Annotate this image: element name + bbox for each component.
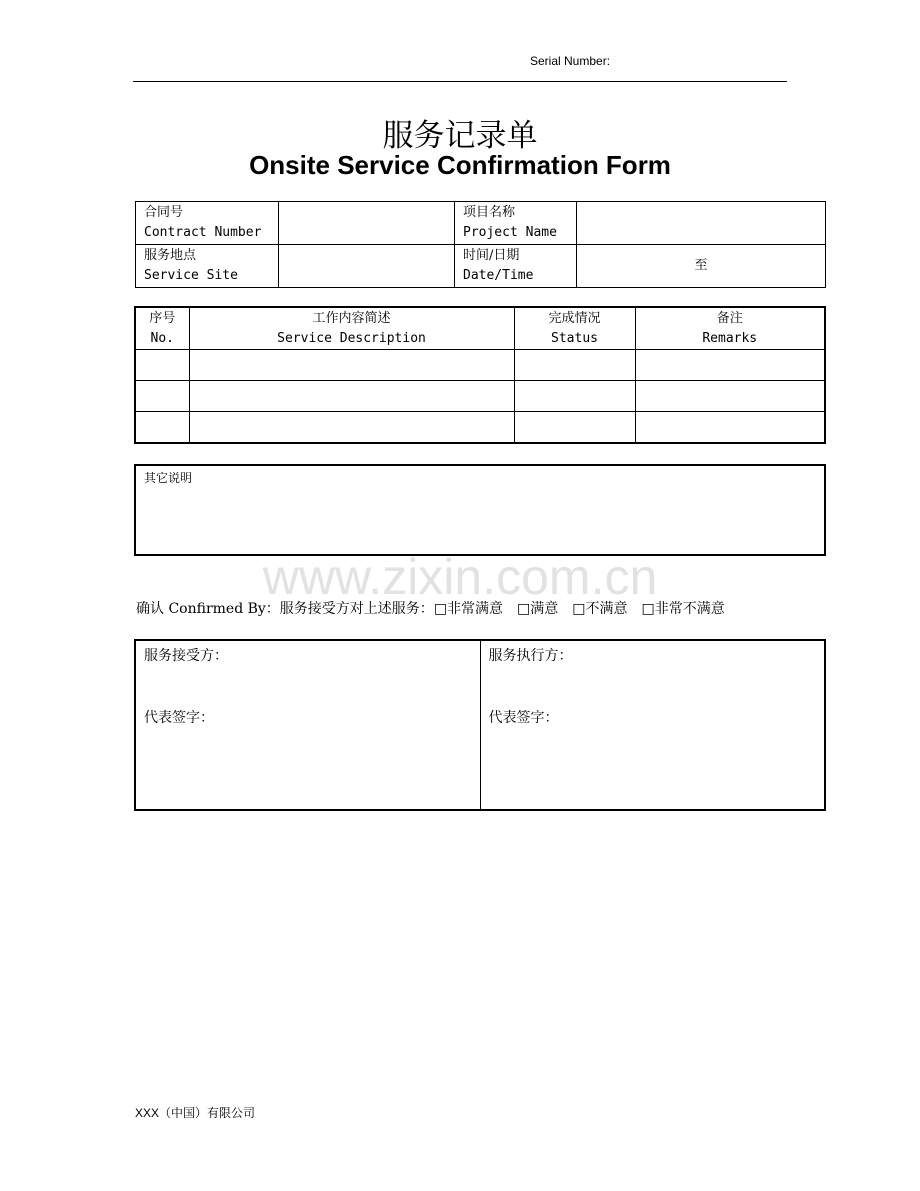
table-cell[interactable]	[635, 412, 825, 444]
checkbox-unsatisfied[interactable]: □不满意	[572, 601, 628, 617]
table-cell[interactable]	[189, 350, 514, 381]
datetime-field[interactable]	[577, 245, 826, 288]
table-cell[interactable]	[189, 381, 514, 412]
receiver-label: 服务接受方：	[144, 648, 228, 664]
header-divider	[133, 81, 787, 82]
project-name-field[interactable]	[577, 202, 826, 245]
column-header-description: 工作内容简述 Service Description	[189, 307, 514, 350]
datetime-to-label: 至	[694, 258, 708, 273]
table-cell[interactable]	[514, 350, 635, 381]
form-title-cn: 服务记录单	[382, 118, 538, 154]
confirmation-line	[136, 598, 739, 618]
project-name-label: 项目名称 Project Name	[455, 202, 577, 245]
contract-number-field[interactable]	[279, 202, 455, 245]
receiver-signature-cell[interactable]	[135, 640, 480, 810]
service-site-field[interactable]	[279, 245, 455, 288]
service-work-table	[134, 306, 826, 444]
contract-number-label: 合同号 Contract Number	[136, 202, 279, 245]
form-title-en: Onsite Service Confirmation Form	[249, 150, 671, 180]
watermark: www.zixin.com.cn	[262, 549, 658, 605]
signature-table	[134, 639, 826, 811]
column-header-status: 完成情况 Status	[514, 307, 635, 350]
datetime-label: 时间/日期 Date/Time	[455, 245, 577, 288]
table-cell[interactable]	[135, 350, 189, 381]
table-row	[135, 350, 825, 381]
other-remarks-box[interactable]	[134, 464, 826, 556]
executor-signature-label: 代表签字：	[488, 710, 559, 726]
table-cell[interactable]	[514, 381, 635, 412]
receiver-signature-label: 代表签字：	[144, 710, 214, 726]
checkbox-very-unsatisfied[interactable]: □非常不满意	[641, 601, 725, 617]
table-cell[interactable]	[135, 381, 189, 412]
other-remarks-label: 其它说明	[144, 471, 193, 485]
checkbox-very-satisfied[interactable]: □非常满意	[433, 601, 504, 617]
info-table	[135, 201, 826, 288]
serial-number-label: Serial Number:	[530, 54, 611, 68]
table-cell[interactable]	[135, 412, 189, 444]
column-header-remarks: 备注 Remarks	[635, 307, 825, 350]
table-cell[interactable]	[189, 412, 514, 444]
table-row	[135, 412, 825, 444]
table-cell[interactable]	[635, 381, 825, 412]
column-header-no: 序号 No.	[135, 307, 189, 350]
table-row	[135, 381, 825, 412]
confirmation-label: 确认 Confirmed By：服务接受方对上述服务：	[136, 601, 434, 617]
service-site-label: 服务地点 Service Site	[136, 245, 279, 288]
company-footer: XXX（中国）有限公司	[135, 1106, 256, 1120]
table-cell[interactable]	[635, 350, 825, 381]
executor-signature-cell[interactable]	[480, 640, 825, 810]
checkbox-satisfied[interactable]: □满意	[517, 601, 559, 617]
table-cell[interactable]	[514, 412, 635, 444]
executor-label: 服务执行方：	[488, 648, 573, 664]
